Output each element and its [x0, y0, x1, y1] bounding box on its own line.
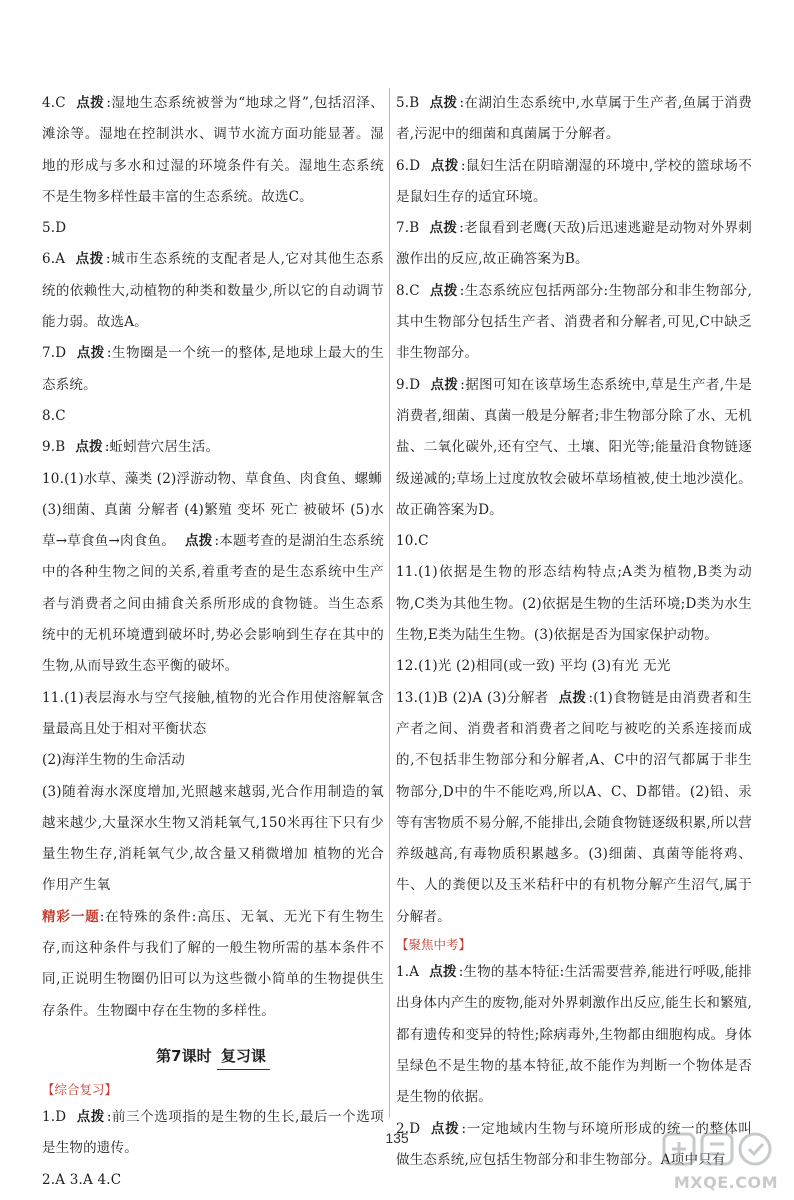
highlight-label: 精彩一题 [42, 908, 100, 925]
answer-10: 10.(1)水草、藻类 (2)浮游动物、草食鱼、肉食鱼、螺蛳 (3)细菌、真菌 分解者 (4)繁殖 变坏 死亡 被破坏 (5)水草→草食鱼→肉食鱼。 点拨 :本题考查的是湖泊生态系统中的各种生物之间的关系,着重考查的是生态系统中生产者与消费者之间由捕食关系所形成的食物链。当生态系统中的无机环境遭到破坏时,势必会影响到生存在其中的生物,从而导致生态平衡的破坏。 [42, 470, 384, 675]
answer-r6: 6.D 点拨 :鼠妇生活在阴暗潮湿的环境中,学校的篮球场不是鼠妇生存的适宜环境。 [396, 157, 752, 205]
answer-11-part3: (3)随着海水深度增加,光照越来越弱,光合作用制造的氧越来越少,大量深水生物又消耗氧气,150米再往下只有少量生物生存,消耗氧气少,故含量又稍微增加 植物的光合作用产生氧 [42, 783, 384, 894]
answer-r8: 8.C 点拨 :生态系统应包括两部分:生物部分和非生物部分,其中生物部分包括生产者、消费者和分解者,可见,C中缺乏非生物部分。 [396, 282, 752, 362]
right-column [396, 88, 752, 1176]
answer-r5: 5.B 点拨 :在湖泊生态系统中,水草属于生产者,鱼属于消费者,污泥中的细菌和真菌属于分解者。 [396, 95, 752, 143]
answer-r7: 7.B 点拨 :老鼠看到老鹰(天敌)后迅速逃避是动物对外界刺激作出的反应,故正确答案为B。 [396, 220, 752, 268]
answer-r12: 12.(1)光 (2)相同(或一致) 平均 (3)有光 无光 [396, 658, 671, 675]
answer-11-part1: 11.(1)表层海水与空气接触,植物的光合作用使溶解氧含量最高且处于相对平衡状态 [42, 689, 384, 737]
answer-11-part2: (2)海洋生物的生命活动 [42, 752, 186, 769]
watermark-logo [660, 1128, 780, 1192]
answer-4: 4.C 点拨 :湿地生态系统被誉为“地球之肾”,包括沼泽、滩涂等。湿地在控制洪水、调节水流方面功能显著。湿地的形成与多水和过湿的环境条件有关。湿地生态系统不是生物多样性最丰富的生态系统。故选C。 [42, 95, 384, 205]
lesson-subtitle: 复习课 [217, 1045, 270, 1070]
section-focus-exam: 【聚焦中考】 [396, 937, 472, 953]
lesson-title: 第7课时 复习课 [42, 1045, 384, 1070]
exam-answer-1: 1.A 点拨 :生物的基本特征:生活需要营养,能进行呼吸,能排出身体内产生的废物,能对外界刺激作出反应,能生长和繁殖,都有遗传和变异的特性;除病毒外,生物都由细胞构成。身体呈绿色不是生物的基本特征,故不能作为判断一个物体是否是生物的依据。 [396, 964, 753, 1106]
page-number: 135 [385, 1130, 409, 1146]
answer-5: 5.D [42, 220, 67, 237]
watermark-text: MXQE.COM [673, 1173, 778, 1192]
answer-9: 9.B 点拨 :蚯蚓营穴居生活。 [42, 439, 220, 456]
exam-answer-2: 2.D 点拨 :一定地域内生物与环境所形成的统一的整体叫做生态系统,应包括生物部分和非生物部分。A项中只有 [396, 1120, 752, 1168]
column-divider [389, 88, 390, 1118]
answer-6: 6.A 点拨 :城市生态系统的支配者是人,它对其他生态系统的依赖性大,动植物的种类和数量少,所以它的自动调节能力弱。故选A。 [42, 251, 384, 331]
answer-7: 7.D 点拨 :生物圈是一个统一的整体,是地球上最大的生态系统。 [42, 345, 384, 393]
watermark-icon [660, 1128, 780, 1172]
left-column [42, 88, 384, 1196]
answer-r11: 11.(1)依据是生物的形态结构特点;A类为植物,B类为动物,C类为其他生物。(2)依据是生物的生活环境;D类为水生生物,E类为陆生生物。(3)依据是否为国家保护动物。 [396, 564, 752, 644]
section-comprehensive-review: 【综合复习】 [42, 1081, 118, 1097]
review-answer-1: 1.D 点拨 :前三个选项指的是生物的生长,最后一个选项是生物的遗传。 [42, 1108, 384, 1157]
review-answers-2-4: 2.A 3.A 4.C [42, 1171, 122, 1188]
answer-8: 8.C [42, 407, 66, 424]
answer-r10: 10.C [396, 533, 429, 550]
answer-r13: 13.(1)B (2)A (3)分解者 点拨 :(1)食物链是由消费者和生产者之间、消费者和消费者之间吃与被吃的关系连接而成的,不包括非生物部分和分解者,A、C中的沼气都属于非生物部分,D中的牛不能吃鸡,所以A、C、D都错。(2)铅、汞等有害物质不易分解,不能排出,会随食物链逐级积累,所以营养级越高,有毒物质积累越多。(3)细菌、真菌等能将鸡、牛、人的粪便以及玉米秸秆中的有机物分解产生沼气,属于分解者。 [396, 689, 753, 925]
highlight-question: 精彩一题:在特殊的条件:高压、无氧、无光下有生物生存,而这种条件与我们了解的一般生物所需的基本条件不同,正说明生物圈仍旧可以为这些微小简单的生物提供生存条件。生物圈中存在生物的多样性。 [42, 908, 384, 1019]
answer-r9: 9.D 点拨 :据图可知在该草场生态系统中,草是生产者,牛是消费者,细菌、真菌一般是分解者;非生物部分除了水、无机盐、二氧化碳外,还有空气、土壤、阳光等;能量沿食物链逐级递减的;草场上过度放牧会破坏草场植被,使土地沙漠化。故正确答案为D。 [396, 376, 752, 518]
